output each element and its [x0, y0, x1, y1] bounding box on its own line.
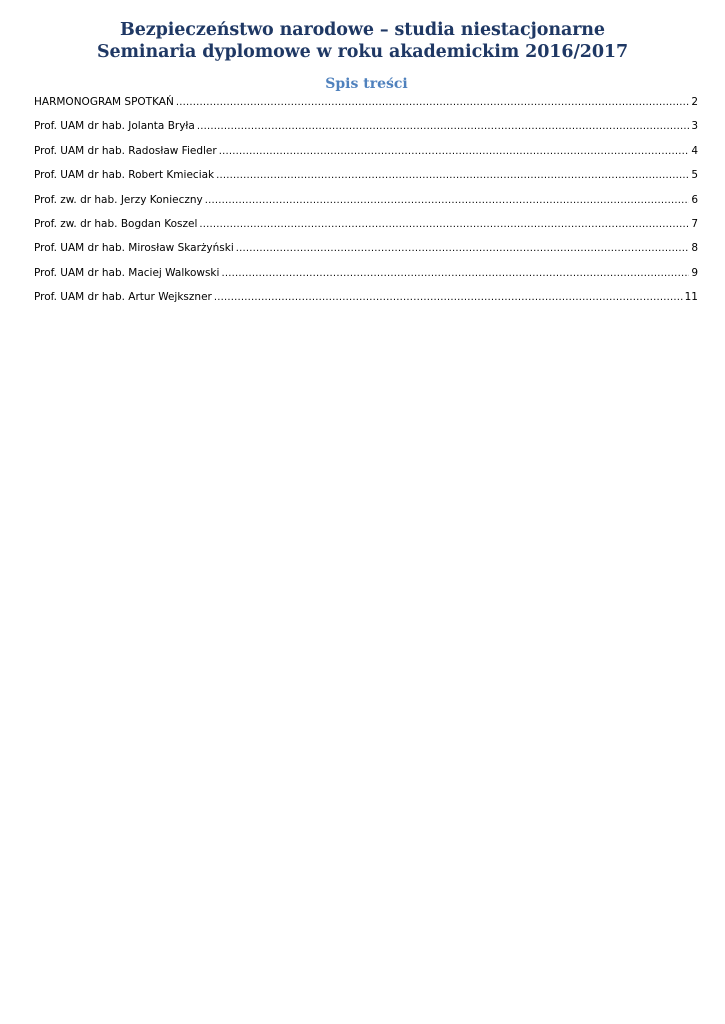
toc-entry-label: Prof. UAM dr hab. Artur Wejkszner — [34, 291, 212, 304]
toc-heading: Spis treści — [325, 76, 408, 92]
toc-dot-leader — [214, 291, 683, 304]
toc-entry-label: Prof. zw. dr hab. Jerzy Konieczny — [34, 193, 203, 206]
toc-entry-page-number: 9 — [691, 266, 698, 279]
toc-entry-koszel[interactable] — [34, 218, 698, 242]
document-title-line-2: Seminaria dyplomowe w roku akademickim 2016/2017 — [96, 42, 629, 62]
toc-entry-bryla[interactable] — [34, 120, 698, 144]
toc-entry-harmonogram[interactable] — [34, 96, 698, 120]
document-title-line-1: Bezpieczeństwo narodowe – studia niestacjonarne — [120, 20, 605, 40]
table-of-contents — [34, 96, 698, 316]
toc-entry-page-number: 4 — [691, 144, 698, 157]
toc-entry-page-number: 6 — [691, 193, 698, 206]
toc-entry-kmieciak[interactable] — [34, 169, 698, 193]
toc-entry-page-number: 2 — [691, 96, 698, 108]
toc-entry-page-number: 8 — [691, 242, 698, 255]
toc-entry-label: Prof. UAM dr hab. Mirosław Skarżyński — [34, 242, 234, 255]
toc-dot-leader — [216, 169, 689, 182]
toc-entry-page-number: 7 — [691, 217, 698, 230]
toc-entry-page-number: 11 — [684, 291, 698, 304]
toc-entry-label: Prof. UAM dr hab. Maciej Walkowski — [34, 266, 220, 279]
toc-entry-page-number: 3 — [691, 120, 698, 133]
toc-dot-leader — [176, 96, 689, 109]
toc-entry-wejkszner[interactable] — [34, 291, 698, 315]
toc-entry-label: Prof. UAM dr hab. Radosław Fiedler — [34, 144, 217, 157]
toc-dot-leader — [205, 194, 690, 207]
toc-entry-label: Prof. UAM dr hab. Robert Kmieciak — [34, 169, 215, 182]
toc-entry-label: HARMONOGRAM SPOTKAŃ — [34, 96, 174, 108]
toc-dot-leader — [219, 145, 690, 158]
toc-dot-leader — [199, 218, 689, 231]
toc-entry-konieczny[interactable] — [34, 194, 698, 218]
toc-entry-fiedler[interactable] — [34, 145, 698, 169]
toc-entry-page-number: 5 — [691, 169, 698, 182]
toc-dot-leader — [197, 120, 689, 133]
toc-entry-label: Prof. UAM dr hab. Jolanta Bryła — [34, 120, 195, 133]
toc-entry-walkowski[interactable] — [34, 267, 698, 291]
toc-entry-skarzynski[interactable] — [34, 242, 698, 266]
toc-dot-leader — [221, 267, 689, 280]
toc-dot-leader — [236, 242, 690, 255]
toc-entry-label: Prof. zw. dr hab. Bogdan Koszel — [34, 217, 198, 230]
